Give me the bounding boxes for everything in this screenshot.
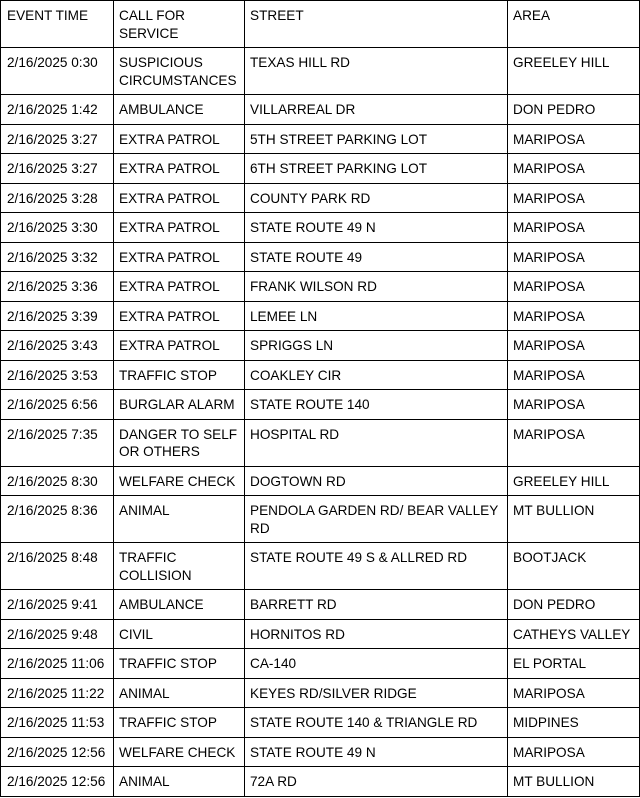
cell-area: GREELEY HILL xyxy=(508,466,640,496)
cell-street: 6TH STREET PARKING LOT xyxy=(245,154,508,184)
cell-area: MARIPOSA xyxy=(508,737,640,767)
cell-area: MARIPOSA xyxy=(508,242,640,272)
cell-call-for-service: EXTRA PATROL xyxy=(114,183,245,213)
header-street: STREET xyxy=(245,1,508,48)
cell-street: 5TH STREET PARKING LOT xyxy=(245,124,508,154)
cell-street: HORNITOS RD xyxy=(245,619,508,649)
cell-event-time: 2/16/2025 12:56 xyxy=(1,767,114,797)
cell-event-time: 2/16/2025 3:28 xyxy=(1,183,114,213)
table-row xyxy=(1,360,640,390)
table-row xyxy=(1,48,640,95)
cell-event-time: 2/16/2025 6:56 xyxy=(1,390,114,420)
table-row xyxy=(1,95,640,125)
cell-street: PENDOLA GARDEN RD/ BEAR VALLEY RD xyxy=(245,496,508,543)
cell-event-time: 2/16/2025 3:32 xyxy=(1,242,114,272)
cell-street: SPRIGGS LN xyxy=(245,331,508,361)
cell-area: CATHEYS VALLEY xyxy=(508,619,640,649)
table-row xyxy=(1,213,640,243)
cell-area: DON PEDRO xyxy=(508,95,640,125)
cell-event-time: 2/16/2025 3:27 xyxy=(1,154,114,184)
cell-call-for-service: SUSPICIOUS CIRCUMSTANCES xyxy=(114,48,245,95)
cell-call-for-service: TRAFFIC STOP xyxy=(114,360,245,390)
cell-call-for-service: CIVIL xyxy=(114,619,245,649)
table-row xyxy=(1,649,640,679)
cell-street: STATE ROUTE 49 S & ALLRED RD xyxy=(245,543,508,590)
cell-area: MT BULLION xyxy=(508,496,640,543)
cell-call-for-service: EXTRA PATROL xyxy=(114,331,245,361)
header-call-for-service: CALL FOR SERVICE xyxy=(114,1,245,48)
cell-event-time: 2/16/2025 3:39 xyxy=(1,301,114,331)
cell-event-time: 2/16/2025 3:36 xyxy=(1,272,114,302)
cell-street: CA-140 xyxy=(245,649,508,679)
cell-area: EL PORTAL xyxy=(508,649,640,679)
cell-event-time: 2/16/2025 0:30 xyxy=(1,48,114,95)
cell-area: GREELEY HILL xyxy=(508,48,640,95)
cell-street: LEMEE LN xyxy=(245,301,508,331)
cell-event-time: 2/16/2025 9:48 xyxy=(1,619,114,649)
header-area: AREA xyxy=(508,1,640,48)
cell-street: STATE ROUTE 49 N xyxy=(245,737,508,767)
table-row xyxy=(1,466,640,496)
cell-area: DON PEDRO xyxy=(508,590,640,620)
cell-street: FRANK WILSON RD xyxy=(245,272,508,302)
cell-event-time: 2/16/2025 8:48 xyxy=(1,543,114,590)
cell-call-for-service: EXTRA PATROL xyxy=(114,213,245,243)
cell-call-for-service: EXTRA PATROL xyxy=(114,301,245,331)
table-row xyxy=(1,619,640,649)
cell-event-time: 2/16/2025 12:56 xyxy=(1,737,114,767)
cell-call-for-service: EXTRA PATROL xyxy=(114,154,245,184)
cell-area: MARIPOSA xyxy=(508,154,640,184)
cell-street: DOGTOWN RD xyxy=(245,466,508,496)
header-row xyxy=(1,1,640,48)
cell-area: MARIPOSA xyxy=(508,183,640,213)
cell-call-for-service: TRAFFIC STOP xyxy=(114,649,245,679)
table-header xyxy=(1,1,640,48)
cell-event-time: 2/16/2025 3:53 xyxy=(1,360,114,390)
cell-event-time: 2/16/2025 3:43 xyxy=(1,331,114,361)
table-row xyxy=(1,242,640,272)
cell-area: MARIPOSA xyxy=(508,124,640,154)
cell-call-for-service: WELFARE CHECK xyxy=(114,466,245,496)
table-row xyxy=(1,678,640,708)
table-row xyxy=(1,331,640,361)
cell-call-for-service: TRAFFIC COLLISION xyxy=(114,543,245,590)
cell-street: STATE ROUTE 49 N xyxy=(245,213,508,243)
cell-call-for-service: EXTRA PATROL xyxy=(114,272,245,302)
cell-call-for-service: EXTRA PATROL xyxy=(114,242,245,272)
cell-event-time: 2/16/2025 8:36 xyxy=(1,496,114,543)
table-row xyxy=(1,154,640,184)
cell-street: STATE ROUTE 140 xyxy=(245,390,508,420)
cell-area: MARIPOSA xyxy=(508,678,640,708)
cell-event-time: 2/16/2025 9:41 xyxy=(1,590,114,620)
table-row xyxy=(1,419,640,466)
cell-area: MARIPOSA xyxy=(508,390,640,420)
table-row xyxy=(1,390,640,420)
table-row xyxy=(1,767,640,797)
cell-call-for-service: EXTRA PATROL xyxy=(114,124,245,154)
cell-street: KEYES RD/SILVER RIDGE xyxy=(245,678,508,708)
cell-call-for-service: ANIMAL xyxy=(114,767,245,797)
table-row xyxy=(1,737,640,767)
cell-street: VILLARREAL DR xyxy=(245,95,508,125)
cell-call-for-service: AMBULANCE xyxy=(114,95,245,125)
cell-call-for-service: BURGLAR ALARM xyxy=(114,390,245,420)
table-body xyxy=(1,48,640,797)
cell-street: STATE ROUTE 140 & TRIANGLE RD xyxy=(245,708,508,738)
cell-area: MARIPOSA xyxy=(508,301,640,331)
table-row xyxy=(1,301,640,331)
cell-area: MIDPINES xyxy=(508,708,640,738)
header-event-time: EVENT TIME xyxy=(1,1,114,48)
cell-event-time: 2/16/2025 11:06 xyxy=(1,649,114,679)
cell-area: BOOTJACK xyxy=(508,543,640,590)
cell-event-time: 2/16/2025 11:53 xyxy=(1,708,114,738)
cell-street: 72A RD xyxy=(245,767,508,797)
table-row xyxy=(1,124,640,154)
cell-event-time: 2/16/2025 11:22 xyxy=(1,678,114,708)
table-row xyxy=(1,543,640,590)
cell-street: BARRETT RD xyxy=(245,590,508,620)
cell-area: MARIPOSA xyxy=(508,213,640,243)
cell-street: TEXAS HILL RD xyxy=(245,48,508,95)
cell-call-for-service: WELFARE CHECK xyxy=(114,737,245,767)
cell-area: MARIPOSA xyxy=(508,331,640,361)
cell-call-for-service: ANIMAL xyxy=(114,678,245,708)
table-row xyxy=(1,590,640,620)
cell-event-time: 2/16/2025 7:35 xyxy=(1,419,114,466)
cell-event-time: 2/16/2025 1:42 xyxy=(1,95,114,125)
table-row xyxy=(1,183,640,213)
cell-call-for-service: AMBULANCE xyxy=(114,590,245,620)
cell-call-for-service: DANGER TO SELF OR OTHERS xyxy=(114,419,245,466)
table-row xyxy=(1,708,640,738)
cell-street: HOSPITAL RD xyxy=(245,419,508,466)
cell-area: MT BULLION xyxy=(508,767,640,797)
cell-area: MARIPOSA xyxy=(508,272,640,302)
cell-street: COUNTY PARK RD xyxy=(245,183,508,213)
cell-event-time: 2/16/2025 3:27 xyxy=(1,124,114,154)
cell-street: COAKLEY CIR xyxy=(245,360,508,390)
cell-area: MARIPOSA xyxy=(508,360,640,390)
cell-call-for-service: TRAFFIC STOP xyxy=(114,708,245,738)
cell-area: MARIPOSA xyxy=(508,419,640,466)
table-row xyxy=(1,272,640,302)
cell-event-time: 2/16/2025 3:30 xyxy=(1,213,114,243)
cell-street: STATE ROUTE 49 xyxy=(245,242,508,272)
cell-event-time: 2/16/2025 8:30 xyxy=(1,466,114,496)
table-row xyxy=(1,496,640,543)
cell-call-for-service: ANIMAL xyxy=(114,496,245,543)
